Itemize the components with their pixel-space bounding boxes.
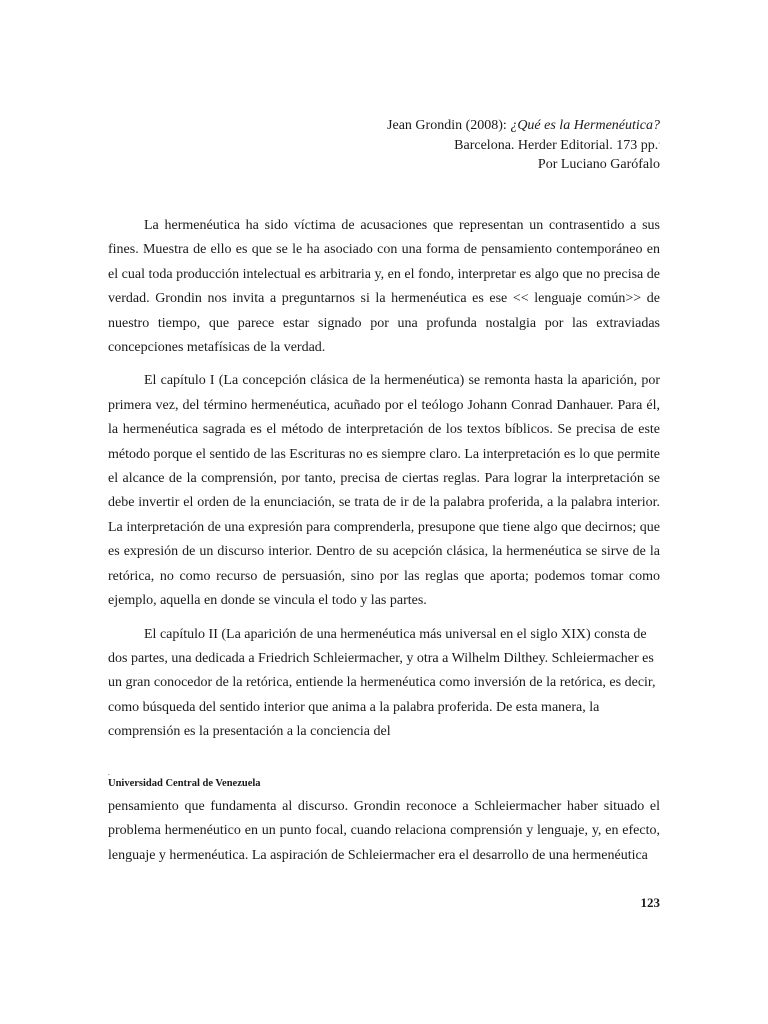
paragraph-intro: La hermenéutica ha sido víctima de acusaciones que representan un contrasentido a sus fines. Muestra de ello es que se le ha asociado con una forma de pensamiento contemporáneo en el cual toda producción intelectual es arbitraria y, en el fondo, interpretar es algo que no precisa de verdad. Grondin nos invita a preguntarnos si la hermenéutica es ese << lenguaje común>> de nuestro tiempo, que parece estar signado por una profunda nostalgia por las extraviadas concepciones metafísicas de la verdad. xyxy=(108,218,660,356)
citation-header xyxy=(387,116,660,175)
review-body-continued xyxy=(108,795,660,868)
page-number: 123 xyxy=(640,895,660,910)
review-body xyxy=(108,214,660,754)
paragraph-chapter-1: El capítulo I (La concepción clásica de la hermenéutica) se remonta hasta la aparición, por primera vez, del término hermenéutica, acuñado por el teólogo Johann Conrad Danhauer. Para él, la hermenéutica sagrada es el método de interpretación de los textos bíblicos. Se precisa de este método porque el sentido de las Escrituras no es siempre claro. La interpretación es lo que permite el alcance de la comprensión, por tanto, precisa de ciertas reglas. Para lograr la interpretación se debe invertir el orden de la enunciación, se trata de ir de la palabra proferida, a la palabra interior. La interpretación de una expresión para comprenderla, presupone que tiene algo que decirnos; que es expresión de un discurso interior. Dentro de su acepción clásica, la hermenéutica se sirve de la retórica, no como recurso de persuasión, sino por las reglas que aporta; podemos tomar como ejemplo, aquella en donde se vincula el todo y las partes. xyxy=(108,373,660,609)
book-title: ¿Qué es la Hermenéutica? xyxy=(510,118,660,133)
paragraph-continuation: pensamiento que fundamenta al discurso. Grondin reconoce a Schleiermacher haber situado el problema hermenéutico en un punto focal, cuando relaciona comprensión y lenguaje, y, en efecto, lenguaje y hermenéutica. La aspiración de Schleiermacher era el desarrollo de una hermenéutica xyxy=(108,799,660,863)
paragraph-chapter-2: El capítulo II (La aparición de una hermenéutica más universal en el siglo XIX) consta de dos partes, una dedicada a Friedrich Schleiermacher, y otra a Wilhelm Dilthey. Schleiermacher es un gran conocedor de la retórica, entiende la hermenéutica como inversión de la retórica, es decir, como búsqueda del sentido interior que anima a la palabra proferida. De esta manera, la comprensión es la presentación a la conciencia del xyxy=(108,626,656,740)
citation-line-publisher xyxy=(387,136,660,156)
reviewer-line: Por Luciano Garófalo xyxy=(537,157,660,172)
footnote-marker: . xyxy=(658,136,660,145)
footnote xyxy=(108,770,261,789)
footnote-symbol: . xyxy=(108,769,110,777)
citation-line-author xyxy=(387,116,660,136)
citation-author-year: Jean Grondin (2008): xyxy=(387,118,511,133)
publisher-info: Barcelona. Herder Editorial. 173 pp. xyxy=(454,137,659,153)
footnote-affiliation: Universidad Central de Venezuela xyxy=(108,778,261,789)
